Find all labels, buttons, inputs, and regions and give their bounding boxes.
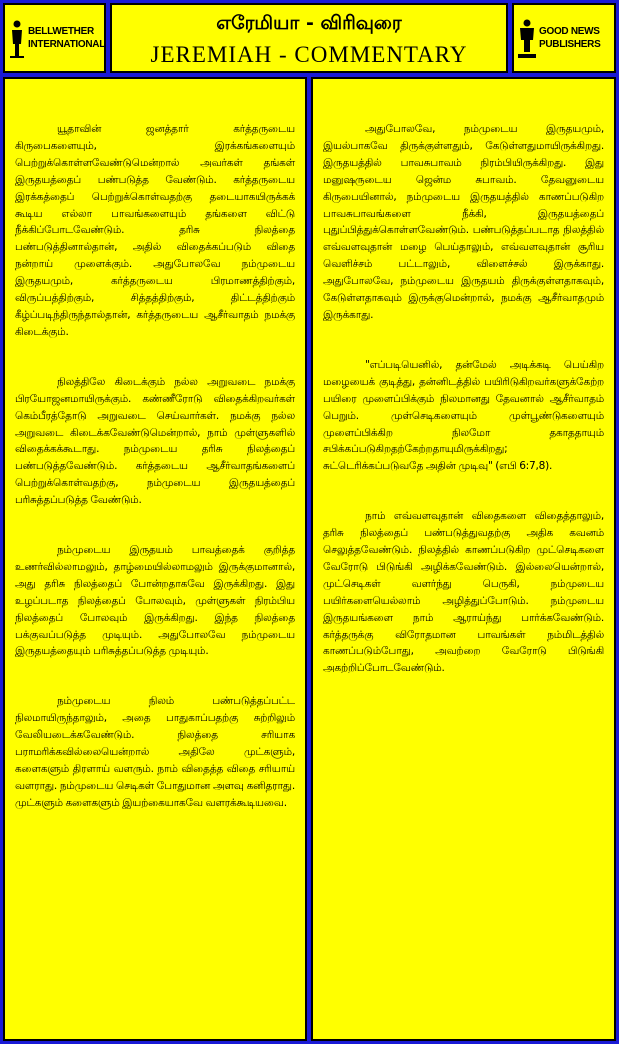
page-title-box	[110, 3, 508, 73]
sheep-figure-icon	[9, 18, 25, 58]
bellwether-line2: INTERNATIONAL	[28, 39, 106, 50]
paragraph: அதுபோலவே, நம்முடைய இருதயமும், இயல்பாகவே திருக்குள்ளதும், கேடுள்ளதுமாயிருக்கிறது. இருதயத்தில் பாவசுபாவம் நிரம்பியிருக்கிறது. இது மனுஷருடைய ஜென்ம சுபாவம். தேவனுடைய கிருபையினால், நம்முடைய இருதயத்தில் காணப்படுகிற பாவசுபாவங்களை நீக்கி, இருதயத்தைப் புதுப்பித்துக்கொள்ளவேண்டும். பண்படுத்தப்படாத நிலத்தில் எவ்வளவுதான் மழை பெய்தாலும், எவ்வளவுதான் சூரிய வெளிச்சம் பட்டாலும், விளைச்சல் இருக்காது. அதுபோலவே, நம்முடைய இருதயம் திருக்குள்ளதாகவும், கேடுள்ளதாகவும் இருக்குமென்றால், நமக்கு ஆசீர்வாதமும் இருக்காது.	[323, 123, 604, 321]
paragraph: நம்முடைய நிலம் பண்படுத்தப்பட்ட நிலமாயிருந்தாலும், அதை பாதுகாப்பதற்கு சுற்றிலும் வேலியடைக்கவேண்டும். நிலத்தை சரியாக பராமரிக்கவில்லையென்றால் அதிலே முட்களும், களைகளும் திரளாய் வளரும். நாம் விதைத்த விதை சரியாய் வளராது. நம்முடைய செடிகள் போதுமான அளவு கனிதராது. முட்களும் களைகளும் இயற்கையாகவே வளரக்கூடியவை.	[15, 695, 295, 809]
good-news-line2: PUBLISHERS	[539, 39, 601, 50]
paragraph: நிலத்திலே கிடைக்கும் நல்ல அறுவடை நமக்கு பிரயோஜனமாயிருக்கும். கண்ணீரோடு விதைக்கிறவர்கள் கெம்பீரத்தோடு அறுவடை செய்வார்கள். நமக்கு நல்ல அறுவடை கிடைக்கவேண்டுமென்றால், நாம் முள்ளுகளில் விதைக்கக்கூடாது. நம்முடைய தரிசு நிலத்தைப் பண்படுத்தவேண்டும். கர்த்தடைய ஆசீர்வாதங்களைப் பெற்றுக்கொள்வதற்கு, நம்முடைய இருதயத்தைப் பரிசுத்தப்படுத்த வேண்டும்.	[15, 375, 295, 507]
paragraph: யூதாவின் ஜனத்தார் கர்த்தருடைய கிருபைகளையும், இரக்கங்களையும் பெற்றுக்கொள்ளவேண்டுமென்றால் அவர்கள் தங்கள் இருதயத்தைப் பண்படுத்த வேண்டும். கர்த்தருடைய இரக்கத்தைப் பெற்றுக்கொள்வதற்கு தடையாகயிருக்கக் கூடிய எல்லா பாவங்களையும் தங்களை விட்டு நீக்கிப்போடவேண்டும். தரிசு நிலத்தை பண்படுத்தினால்தான், அதில் விதைக்கப்படும் விதை நன்றாய் முளைக்கும். அதுபோலவே நம்முடைய இருதயமும், கர்த்தருடைய பிரமாணத்திற்கும், விருப்பத்திற்கும், சித்தத்திற்கும், திட்டத்திற்கும் கீழ்ப்படிந்திருந்தால்தான், கர்த்தருடைய ஆசீர்வாதம் நமக்கு கிடைக்கும்.	[15, 123, 295, 338]
good-news-logo-text	[539, 25, 600, 51]
left-column	[3, 77, 307, 1041]
page-title-tamil: எரேமியா - விரிவுரை	[216, 12, 402, 34]
bellwether-line1: BELLWETHER	[28, 26, 94, 37]
good-news-logo	[512, 3, 616, 73]
paragraph: "எப்படியெனில், தன்மேல் அடிக்கடி பெய்கிற மழையைக் குடித்து, தன்னிடத்தில் பயிரிடுகிறவர்களுக்கேற்ற பயிரை முளைப்பிக்கும் நிலமானது தேவனால் ஆசீர்வாதம் பெறும். முள்செடிகளையும் முள்பூண்டுகளையும் முளைப்பிக்கிற நிலமோ தகாததாயும் சபிக்கப்படுகிறதற்கேற்றதாயுமிருக்கிறது; சுட்டெரிக்கப்படுவதே அதின் முடிவு" (எபி 6:7,8).	[323, 358, 604, 473]
good-news-line1: GOOD NEWS	[539, 26, 600, 37]
bellwether-logo	[3, 3, 106, 73]
bellwether-logo-text	[28, 25, 105, 51]
page-title-english: JEREMIAH - COMMENTARY	[150, 42, 468, 67]
paragraph: நம்முடைய இருதயம் பாவத்தைக் குறித்த உணர்வில்லாமலும், தாழ்மையில்லாமலும் இருக்குமானால், அது தரிசு நிலத்தைப் போன்றதாகவே இருக்கிறது. இது உழப்படாத நிலத்தைப் போலவும், முள்ளுகள் நிரம்பிய நிலத்தைப் போலவும் இருக்கிறது. இந்த நிலத்தை பக்குவப்படுத்த முடியும். அதுபோலவே நம்முடைய இருதயத்தையும் பரிசுத்தப்படுத்த முடியும்.	[15, 544, 295, 658]
paragraph: நாம் எவ்வளவுதான் விதைகளை விதைத்தாலும், தரிசு நிலத்தைப் பண்படுத்துவதற்கு அதிக கவனம் செலுத்தவேண்டும். நிலத்தில் காணப்படுகிற முட்செடிகளை வேரோடு பிடுங்கி அழிக்கவேண்டும். இல்லையென்றால், முட்செடிகள் வளர்ந்து பெருகி, நம்முடைய பயிர்களையெல்லாம் அழித்துப்போடும். நம்முடைய இருதயங்களை நாம் ஆராய்ந்து பார்க்கவேண்டும். கர்த்தருக்கு விரோதமான பாவங்கள் நம்மிடத்தில் காணப்படும்போது, அவற்றை வேரோடு பிடுங்கி அகற்றிப்போடவேண்டும்.	[323, 510, 604, 675]
right-column	[311, 77, 616, 1041]
person-figure-icon	[518, 18, 536, 58]
